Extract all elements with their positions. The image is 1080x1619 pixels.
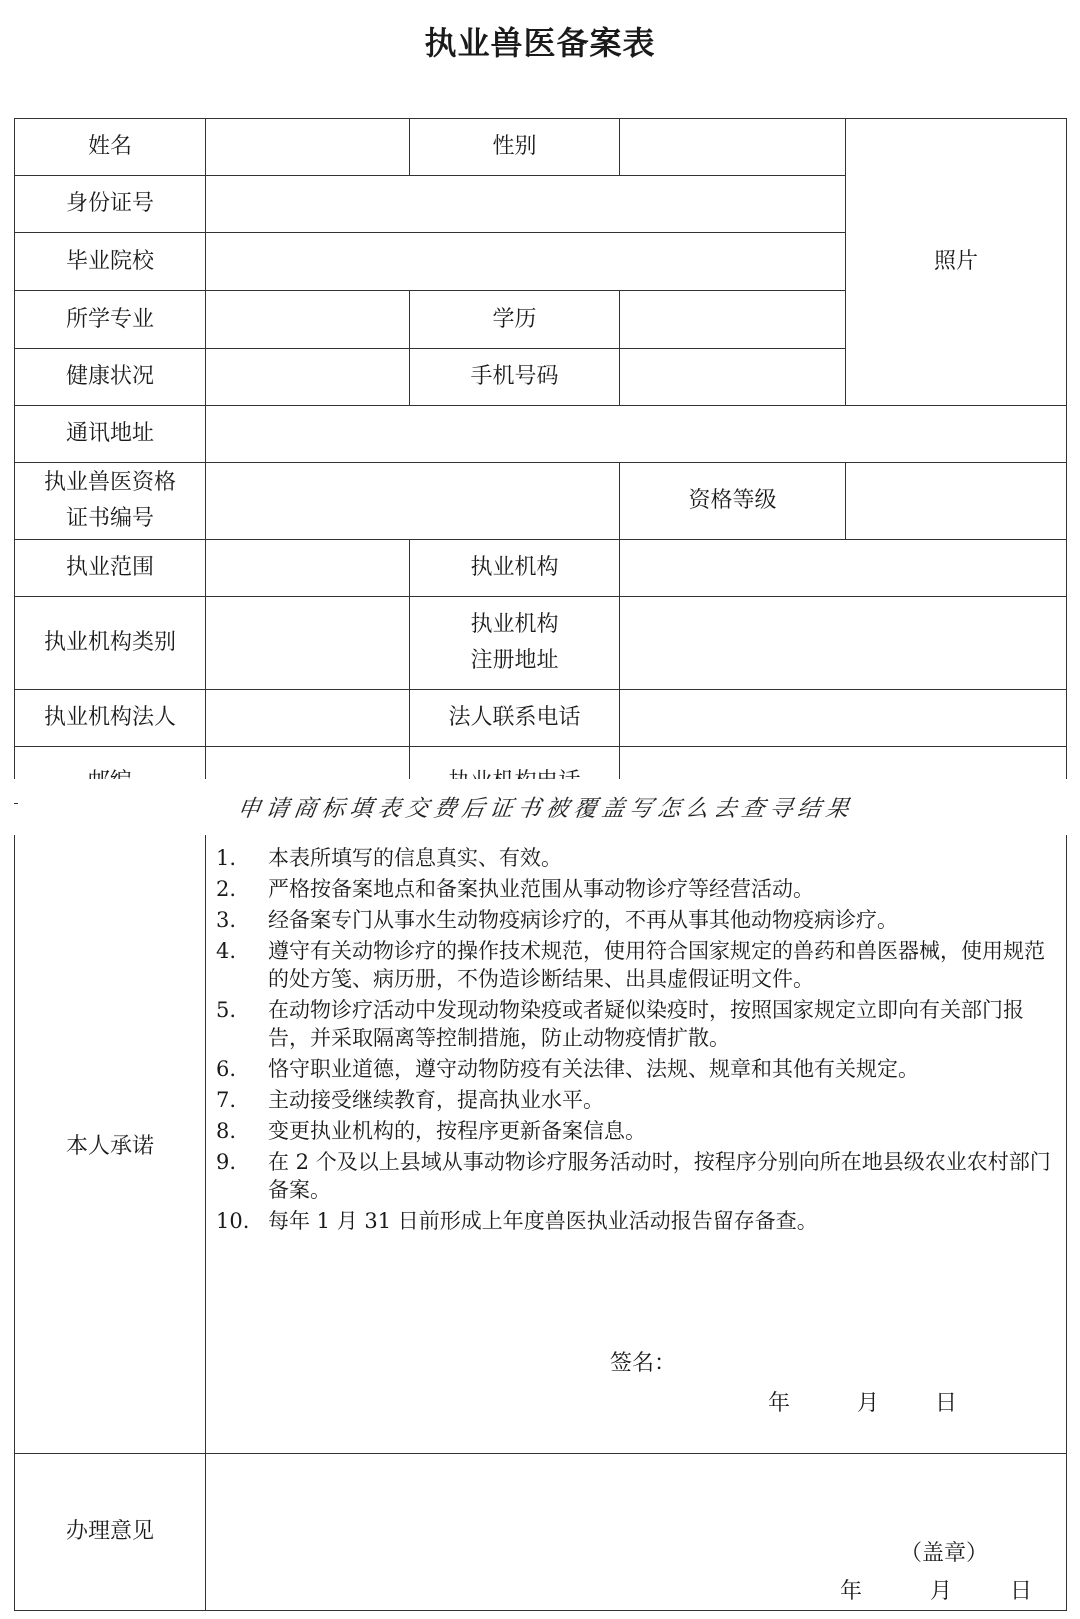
label-pledge: 本人承诺 [65, 1133, 154, 1159]
list-item: 8. 变更执业机构的，按程序更新备案信息。 [216, 1119, 646, 1143]
list-item: 7. 主动接受继续教育，提高执业水平。 [216, 1088, 604, 1112]
form-title: 执业兽医备案表 [424, 24, 656, 62]
label-cert-level: 资格等级 [688, 488, 777, 513]
opinion-month-label: 月 [930, 1579, 953, 1604]
handwritten-note: 申请商标填表交费后证书被覆盖写怎么去查寻结果 [235, 796, 856, 822]
education-input[interactable] [620, 291, 845, 348]
pledge-year-label: 年 [768, 1391, 791, 1416]
line-fragment [14, 803, 18, 804]
pledge-list [216, 844, 1061, 1238]
label-cert-number-line2: 证书编号 [65, 506, 154, 531]
label-major: 所学专业 [65, 306, 154, 332]
institution-input[interactable] [620, 540, 1066, 596]
opinion-year-label: 年 [840, 1579, 863, 1604]
cert-level-input[interactable] [846, 463, 1066, 539]
legal-person-input[interactable] [206, 690, 409, 746]
list-item: 9. 在 2 个及以上县域从事动物诊疗服务活动时，按程序分别向所在地县级农业农村部门备案。 [216, 1150, 1051, 1202]
label-legal-phone: 法人联系电话 [448, 705, 581, 730]
legal-phone-input[interactable] [620, 690, 1066, 746]
gender-input[interactable] [620, 119, 845, 175]
label-practice-scope: 执业范围 [65, 555, 154, 580]
institution-address-input[interactable] [620, 597, 1066, 689]
label-institution-address-line1: 执业机构 [470, 612, 559, 637]
label-address: 通讯地址 [65, 421, 154, 446]
list-item: 1. 本表所填写的信息真实、有效。 [216, 846, 562, 870]
label-opinion: 办理意见 [65, 1519, 154, 1544]
list-item: 4. 遵守有关动物诊疗的操作技术规范，使用符合国家规定的兽药和兽医器械，使用规范的处方笺、病历册，不伪造诊断结果、出具虚假证明文件。 [216, 939, 1045, 991]
practice-scope-input[interactable] [206, 540, 409, 596]
institution-type-input[interactable] [206, 597, 409, 689]
pledge-day-label: 日 [935, 1391, 958, 1416]
label-health: 健康状况 [65, 364, 154, 389]
label-institution-type: 执业机构类别 [43, 630, 176, 655]
label-cert-number [15, 463, 205, 539]
major-input[interactable] [206, 291, 409, 348]
seal-label: （盖章） [900, 1541, 989, 1566]
list-item: 10. 每年 1 月 31 日前形成上年度兽医执业活动报告留存备查。 [216, 1209, 818, 1233]
opinion-day-label: 日 [1010, 1579, 1033, 1604]
label-institution-address [410, 597, 619, 689]
table-border-bottom [14, 1610, 1066, 1611]
column-divider [205, 840, 206, 1453]
label-phone: 手机号码 [470, 364, 559, 389]
label-id-number: 身份证号 [65, 191, 154, 216]
label-name: 姓名 [87, 134, 132, 159]
list-item: 6. 恪守职业道德，遵守动物防疫有关法律、法规、规章和其他有关规定。 [216, 1057, 919, 1081]
label-institution-address-line2: 注册地址 [470, 648, 559, 673]
health-input[interactable] [206, 349, 409, 405]
cert-number-input[interactable] [206, 463, 619, 539]
school-input[interactable] [206, 233, 845, 290]
table-border-right [1066, 118, 1067, 1611]
label-cert-number-line1: 执业兽医资格 [43, 470, 176, 495]
row-divider [14, 746, 1066, 747]
pledge-month-label: 月 [857, 1391, 880, 1416]
label-institution: 执业机构 [470, 555, 559, 580]
list-item: 5. 在动物诊疗活动中发现动物染疫或者疑似染疫时，按照国家规定立即向有关部门报告，并采取隔离等控制措施，防止动物疫情扩散。 [216, 998, 1024, 1050]
signature-label: 签名： [610, 1351, 677, 1376]
label-education: 学历 [492, 306, 537, 332]
name-input[interactable] [206, 119, 409, 175]
list-item: 2. 严格按备案地点和备案执业范围从事动物诊疗等经营活动。 [216, 877, 814, 901]
photo-box[interactable]: 照片 [933, 249, 978, 274]
list-item: 3. 经备案专门从事水生动物疫病诊疗的，不再从事其他动物疫病诊疗。 [216, 908, 898, 932]
label-school: 毕业院校 [65, 248, 154, 274]
label-gender: 性别 [492, 134, 537, 159]
id-number-input[interactable] [206, 176, 845, 232]
phone-input[interactable] [620, 349, 845, 405]
address-input[interactable] [206, 406, 1066, 462]
label-legal-person: 执业机构法人 [43, 705, 176, 730]
